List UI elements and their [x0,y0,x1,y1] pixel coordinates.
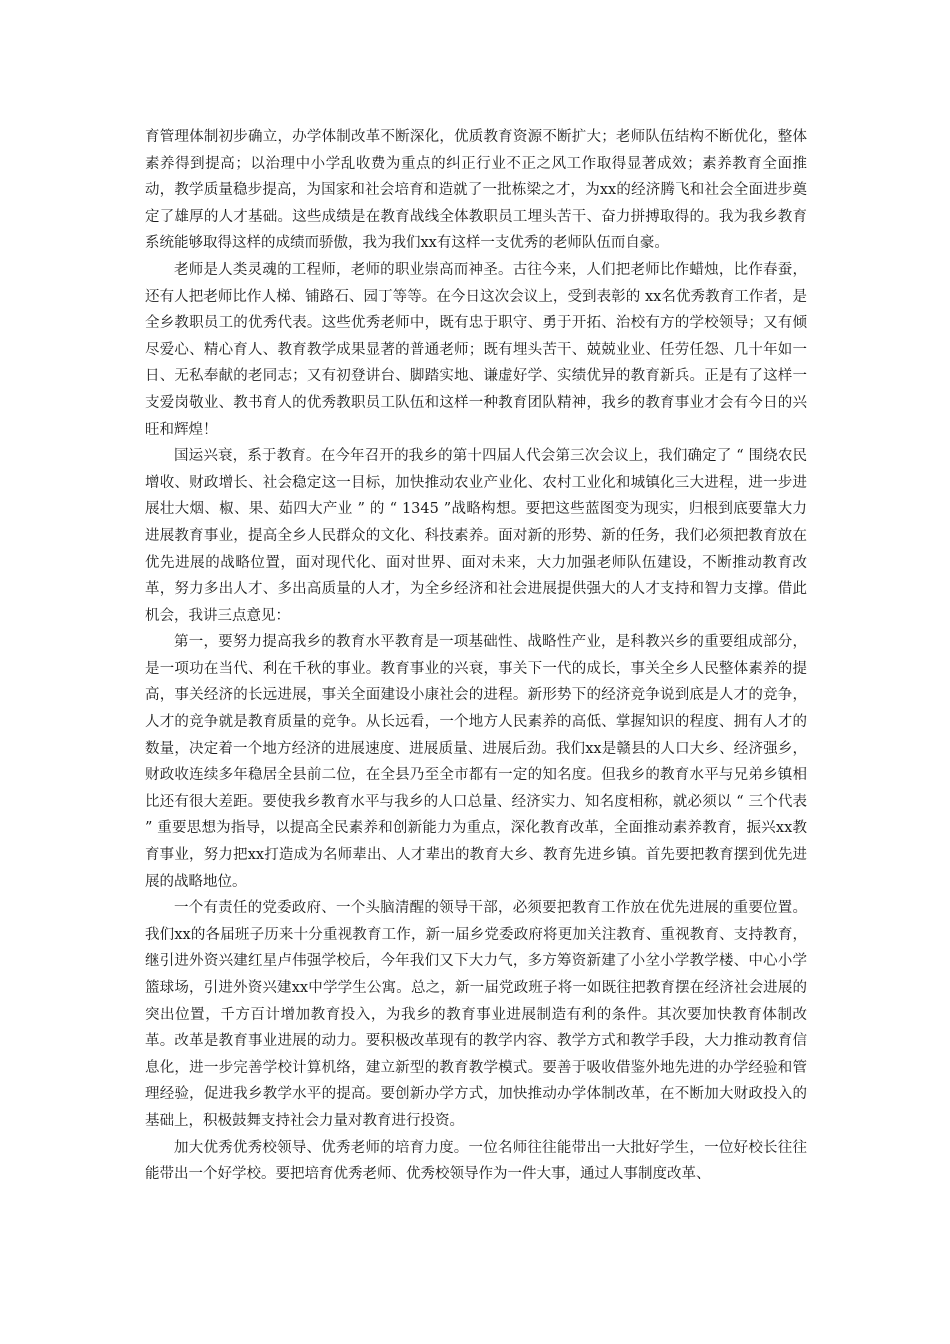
paragraph-6: 加大优秀优秀校领导、优秀老师的培育力度。一位名师往往能带出一大批好学生，一位好校长往往能带出一个好学校。要把培育优秀老师、优秀校领导作为一件大事，通过人事制度改革、 [145,1139,807,1183]
document-body [145,124,807,1188]
paragraph-5: 一个有责任的党委政府、一个头脑清醒的领导干部，必须要把教育工作放在优先进展的重要位置。我们xx的各届班子历来十分重视教育工作，新一届乡党委政府将更加关注教育、重视教育、支持教育，继引进外资兴建红星卢伟强学校后，今年我们又下大力气，多方筹资新建了小坌小学教学楼、中心小学篮球场，引进外资兴建xx中学学生公寓。总之，新一届党政班子将一如既往把教育摆在经济社会进展的突出位置，千方百计增加教育投入，为我乡的教育事业进展制造有利的条件。其次要加快教育体制改革。改革是教育事业进展的动力。要积极改革现有的教学内容、教学方式和教学手段，大力推动教育信息化，进一步完善学校计算机络，建立新型的教育教学模式。要善于吸收借鉴外地先进的办学经验和管理经验，促进我乡教学水平的提高。要创新办学方式，加快推动办学体制改革，在不断加大财政投入的基础上，积极鼓舞支持社会力量对教育进行投资。 [145,900,807,1129]
paragraph-4: 第一，要努力提高我乡的教育水平教育是一项基础性、战略性产业，是科教兴乡的重要组成部分，是一项功在当代、利在千秋的事业。教育事业的兴衰，事关下一代的成长，事关全乡人民整体素养的提高，事关经济的长远进展，事关全面建设小康社会的进程。新形势下的经济竞争说到底是人才的竞争，人才的竞争就是教育质量的竞争。从长远看，一个地方人民素养的高低、掌握知识的程度、拥有人才的数量，决定着一个地方经济的进展速度、进展质量、进展后劲。我们xx是赣县的人口大乡、经济强乡，财政收连续多年稳居全县前二位，在全县乃至全市都有一定的知名度。但我乡的教育水平与兄弟乡镇相比还有很大差距。要使我乡教育水平与我乡的人口总量、经济实力、知名度相称，就必须以 “ 三个代表 ” 重要思想为指导，以提高全民素养和创新能力为重点，深化教育改革，全面推动素养教育，振兴xx教育事业，努力把xx打造成为名师辈出、人才辈出的教育大乡、教育先进乡镇。首先要把教育摆到优先进展的战略地位。 [145,634,807,890]
paragraph-2: 老师是人类灵魂的工程师，老师的职业崇高而神圣。古往今来，人们把老师比作蜡烛，比作春蚕，还有人把老师比作人梯、铺路石、园丁等等。在今日这次会议上，受到表彰的 xx名优秀教育工作者，是全乡教职员工的优秀代表。这些优秀老师中，既有忠于职守、勇于开拓、治校有方的学校领导；又有倾尽爱心、精心育人、教育教学成果显著的普通老师；既有埋头苦干、兢兢业业、任劳任怨、几十年如一日、无私奉献的老同志；又有初登讲台、脚踏实地、谦虚好学、实绩优异的教育新兵。正是有了这样一支爱岗敬业、教书育人的优秀教职员工队伍和这样一种教育团队精神，我乡的教育事业才会有今日的兴旺和辉煌！ [145,261,807,438]
paragraph-1: 育管理体制初步确立，办学体制改革不断深化，优质教育资源不断扩大；老师队伍结构不断优化，整体素养得到提高；以治理中小学乱收费为重点的纠正行业不正之风工作取得显著成效；素养教育全面推动，教学质量稳步提高，为国家和社会培育和造就了一批栋梁之才，为xx的经济腾飞和社会全面进步奠定了雄厚的人才基础。这些成绩是在教育战线全体教职员工埋头苦干、奋力拼搏取得的。我为我乡教育系统能够取得这样的成绩而骄傲，我为我们xx有这样一支优秀的老师队伍而自豪。 [145,129,807,252]
paragraph-3: 国运兴衰，系于教育。在今年召开的我乡的第十四届人代会第三次会议上，我们确定了 “ 围绕农民增收、财政增长、社会稳定这一目标，加快推动农业产业化、农村工业化和城镇化三大进程，进一步进展壮大烟、椒、果、茹四大产业 ” 的 “ 1345 ”战略构想。要把这些蓝图变为现实，归根到底要靠大力进展教育事业，提高全乡人民群众的文化、科技素养。面对新的形势、新的任务，我们必须把教育放在优先进展的战略位置，面对现代化、面对世界、面对未来，大力加强老师队伍建设，不断推动教育改革，努力多出人才、多出高质量的人才，为全乡经济和社会进展提供强大的人才支持和智力支撑。借此机会，我讲三点意见： [145,448,807,624]
